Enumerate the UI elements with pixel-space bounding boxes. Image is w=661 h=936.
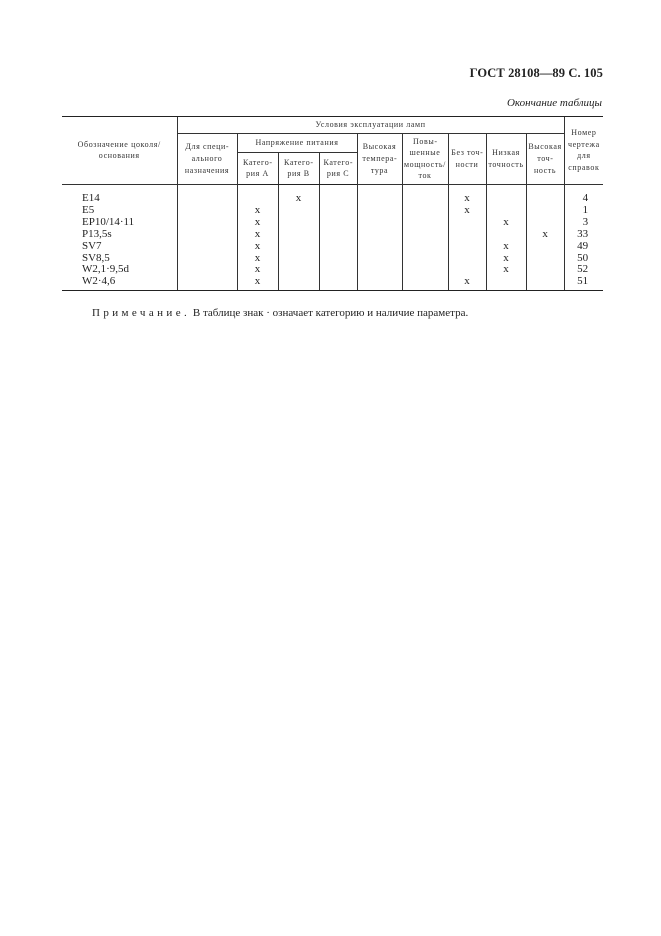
cell-cat-b [278,229,319,241]
cell-high-precision [526,205,564,217]
cell-special [177,276,237,290]
cell-no-precision [448,217,486,229]
cell-no-precision [448,253,486,265]
cell-special [177,217,237,229]
cell-designation: W2·4,6 [62,276,177,290]
cell-no-precision: x [448,193,486,205]
cell-high-temp [357,217,402,229]
col-header-designation: Обозначение цоколя/основания [62,117,177,185]
cell-cat-c [319,276,357,290]
table-row [62,217,603,229]
group-header-conditions: Условия эксплуатации ламп [177,117,564,134]
col-header-drawing-number: Номер чертежа для справок [564,117,603,185]
page-header: ГОСТ 28108—89 С. 105 [469,66,603,80]
cell-cat-b: x [278,193,319,205]
cell-special [177,253,237,265]
col-header-high-temp: Высокая температура [357,133,402,184]
cell-cat-b [278,217,319,229]
table-row [62,264,603,276]
cell-high-temp [357,253,402,265]
cell-low-precision [486,276,526,290]
cell-high-temp [357,264,402,276]
cell-high-precision [526,241,564,253]
table-row [62,205,603,217]
cell-drawing-no: 1 [564,205,603,217]
cell-drawing-no: 51 [564,276,603,290]
cell-special [177,264,237,276]
note-text: В таблице знак · означает категорию и наличие параметра. [190,307,469,319]
cell-high-power [402,253,448,265]
cell-cat-b [278,241,319,253]
table-row [62,253,603,265]
cell-high-precision: x [526,229,564,241]
cell-low-precision [486,193,526,205]
cell-low-precision: x [486,264,526,276]
col-header-category-a: Категория А [237,152,278,184]
cell-high-power [402,217,448,229]
cell-cat-b [278,253,319,265]
cell-drawing-no: 3 [564,217,603,229]
cell-high-precision [526,217,564,229]
cell-designation: SV7 [82,239,102,252]
cell-no-precision: x [448,276,486,290]
cell-no-precision: x [448,205,486,217]
cell-cat-a: x [237,241,278,253]
cell-cat-a: x [237,229,278,241]
cell-cat-a: x [237,253,278,265]
cell-drawing-no: 49 [564,241,603,253]
col-header-special: Для специального назначения [177,133,237,184]
cell-cat-b [278,264,319,276]
cell-designation: E5 [82,203,95,216]
cell-cat-c [319,241,357,253]
table-row [62,241,603,253]
cell-high-precision [526,253,564,265]
cell-cat-a: x [237,276,278,290]
col-header-high-power: Повышенные мощность/ток [402,133,448,184]
col-header-no-precision: Без точности [448,133,486,184]
cell-designation: W2,1·9,5d [82,263,130,276]
note-label: Примечание. [92,307,191,319]
cell-high-power [402,276,448,290]
col-header-category-b: Категория В [278,152,319,184]
table-row [62,229,603,241]
cell-designation: E14 [82,191,100,204]
cell-high-temp [357,276,402,290]
cell-low-precision: x [486,217,526,229]
cell-no-precision [448,241,486,253]
cell-designation: SV8,5 [82,251,110,264]
cell-low-precision: x [486,253,526,265]
cell-high-temp [357,229,402,241]
cell-high-precision [526,264,564,276]
col-header-high-precision: Высокая точность [526,133,564,184]
cell-cat-c [319,253,357,265]
table-note [92,307,592,319]
table-continuation-caption: Окончание таблицы [506,97,602,109]
group-header-voltage: Напряжение питания [237,133,357,152]
cell-cat-c [319,193,357,205]
cell-high-temp [357,241,402,253]
table-row [62,193,603,205]
cell-low-precision [486,205,526,217]
lamp-base-table [62,116,603,291]
cell-designation: EP10/14·11 [82,215,135,228]
cell-cat-c [319,264,357,276]
cell-designation: P13,5s [82,227,112,240]
cell-cat-a: x [237,205,278,217]
cell-high-precision [526,193,564,205]
cell-high-power [402,205,448,217]
col-header-category-c: Категория С [319,152,357,184]
cell-high-power [402,264,448,276]
cell-special [177,205,237,217]
col-header-low-precision: Низкая точность [486,133,526,184]
table-row [62,276,603,290]
cell-high-temp [357,193,402,205]
cell-high-power [402,241,448,253]
cell-special [177,229,237,241]
cell-cat-a: x [237,217,278,229]
cell-high-temp [357,205,402,217]
cell-drawing-no: 4 [564,193,603,205]
table-spacer-row [62,184,603,193]
cell-cat-c [319,205,357,217]
cell-no-precision [448,229,486,241]
cell-drawing-no: 33 [564,229,603,241]
table-body [62,184,603,290]
cell-special [177,241,237,253]
cell-cat-a: x [237,264,278,276]
cell-special [177,193,237,205]
cell-cat-c [319,229,357,241]
cell-drawing-no: 50 [564,253,603,265]
cell-cat-c [319,217,357,229]
cell-low-precision: x [486,241,526,253]
cell-high-precision [526,276,564,290]
cell-cat-b [278,276,319,290]
cell-cat-b [278,205,319,217]
cell-low-precision [486,229,526,241]
cell-drawing-no: 52 [564,264,603,276]
cell-high-power [402,229,448,241]
cell-high-power [402,193,448,205]
